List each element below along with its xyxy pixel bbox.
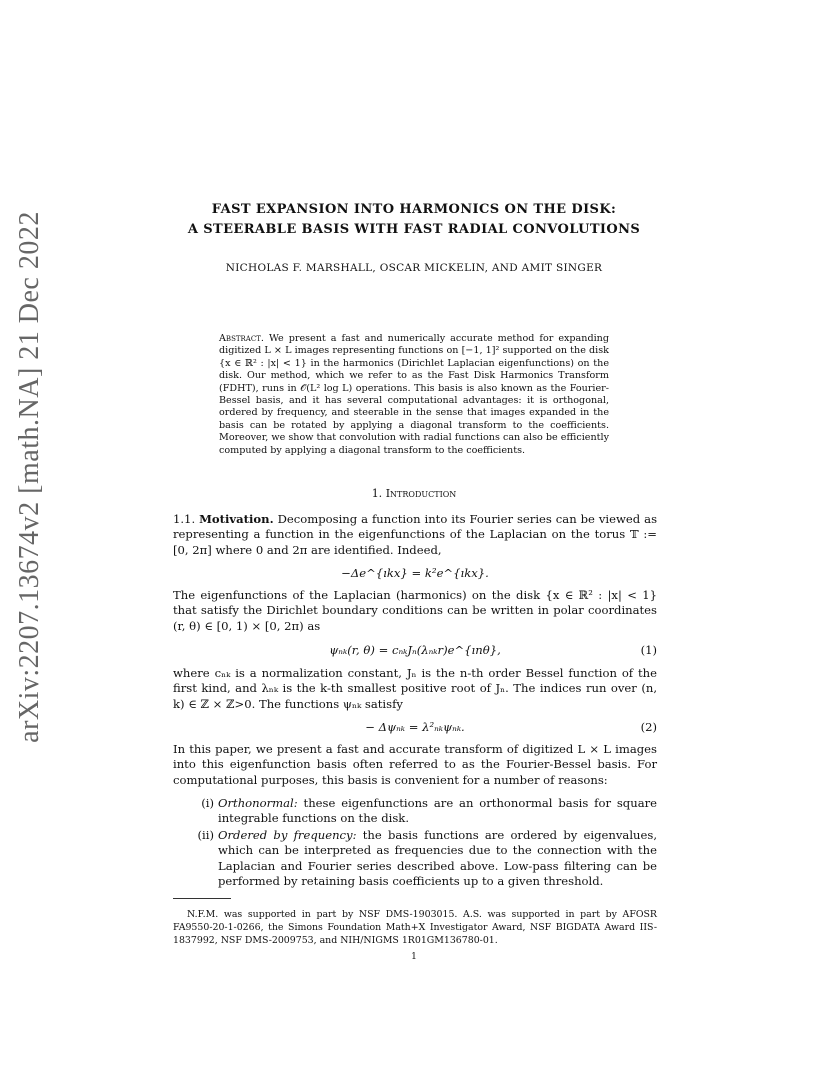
list-item-1-label: (i)	[201, 796, 214, 810]
section-heading	[170, 487, 658, 500]
footnote-rule	[173, 898, 231, 899]
section-number: 1.	[371, 487, 383, 500]
paragraph-2: The eigenfunctions of the Laplacian (harmonics) on the disk {x ∈ ℝ² : |x| < 1} that satisfy the Dirichlet boundary conditions can be written in polar coordinates (r, θ) ∈ [0, 1) × [0, 2π) as	[173, 588, 657, 633]
page-number: 1	[411, 952, 417, 962]
abstract	[219, 333, 609, 457]
list-item-orthonormal	[190, 796, 657, 827]
paragraph-motivation	[173, 512, 657, 558]
title-line-2: A STEERABLE BASIS WITH FAST RADIAL CONVOLUTIONS	[187, 222, 641, 237]
subsection-number: 1.1.	[173, 512, 196, 526]
abstract-label: Abstract.	[219, 333, 264, 344]
equation-1-number: (1)	[640, 643, 657, 657]
footnote: N.F.M. was supported in part by NSF DMS-1903015. A.S. was supported in part by AFOSR FA9550-20-1-0266, the Simons Foundation Math+X Investigator Award, NSF BIGDATA Award IIS-1837992, NSF DMS-2009753, and NIH/NIGMS 1R01GM136780-01.	[173, 909, 657, 946]
list-item-2-label: (ii)	[197, 828, 214, 842]
abstract-text: We present a fast and numerically accurate method for expanding digitized L × L images representing functions on [−1, 1]² supported on the disk {x ∈ ℝ² : |x| < 1} in the harmonics (Dirichlet Laplacian eigenfunctions) on the disk. Our method, which we refer to as the Fast Disk Harmonics Transform (FDHT), runs in 𝒪(L² log L) operations. This basis is also known as the Fourier-Bessel basis, and it has several computational advantages: it is orthogonal, ordered by frequency, and steerable in the sense that images expanded in the basis can be rotated by applying a diagonal transform to the coefficients. Moreover, we show that convolution with radial functions can also be efficiently computed by applying a diagonal transform to the coefficients.	[219, 333, 609, 456]
paragraph-4: In this paper, we present a fast and accurate transform of digitized L × L images into this eigenfunction basis often referred to as the Fourier-Bessel basis. For computational purposes, this basis is convenient for a number of reasons:	[173, 742, 657, 787]
section-title: Introduction	[385, 487, 457, 500]
equation-0-expr: −Δe^{ıkx} = k²e^{ıkx}.	[341, 566, 489, 580]
paper-title	[170, 200, 658, 240]
title-line-1: FAST EXPANSION INTO HARMONICS ON THE DISK:	[211, 202, 617, 217]
paragraph-1: Decomposing a function into its Fourier series can be viewed as representing a function in the eigenfunctions of the Laplacian on the torus 𝕋 := [0, 2π] where 0 and 2π are identified. Indeed,	[173, 512, 658, 557]
list-item-2-title: Ordered by frequency:	[218, 828, 357, 842]
subsection-title: Motivation.	[199, 512, 274, 526]
arxiv-stamp-text: arXiv:2207.13674v2 [math.NA] 21 Dec 2022	[14, 211, 45, 743]
list-item-2-text: the basis functions are ordered by eigenvalues, which can be interpreted as frequencies due to the connection with the Laplacian and Fourier series described above. Low-pass filtering can be performed by retaining basis coefficients up to a given threshold.	[218, 828, 657, 889]
paragraph-3: where cₙₖ is a normalization constant, Jₙ is the n-th order Bessel function of the first kind, and λₙₖ is the k-th smallest positive root of Jₙ. The indices run over (n, k) ∈ ℤ × ℤ>0. The functions ψₙₖ satisfy	[173, 666, 657, 711]
list-item-1-text: these eigenfunctions are an orthonormal basis for square integrable functions on the disk.	[218, 796, 658, 826]
arxiv-stamp	[10, 211, 50, 743]
equation-1-expr: ψₙₖ(r, θ) = cₙₖJₙ(λₙₖr)e^{ınθ},	[329, 643, 501, 657]
equation-2-expr: − Δψₙₖ = λ²ₙₖψₙₖ.	[365, 720, 465, 734]
equation-2-number: (2)	[640, 720, 657, 734]
list-item-ordered	[190, 828, 657, 890]
list-item-1-title: Orthonormal:	[218, 796, 298, 810]
authors: NICHOLAS F. MARSHALL, OSCAR MICKELIN, AND AMIT SINGER	[225, 262, 603, 274]
